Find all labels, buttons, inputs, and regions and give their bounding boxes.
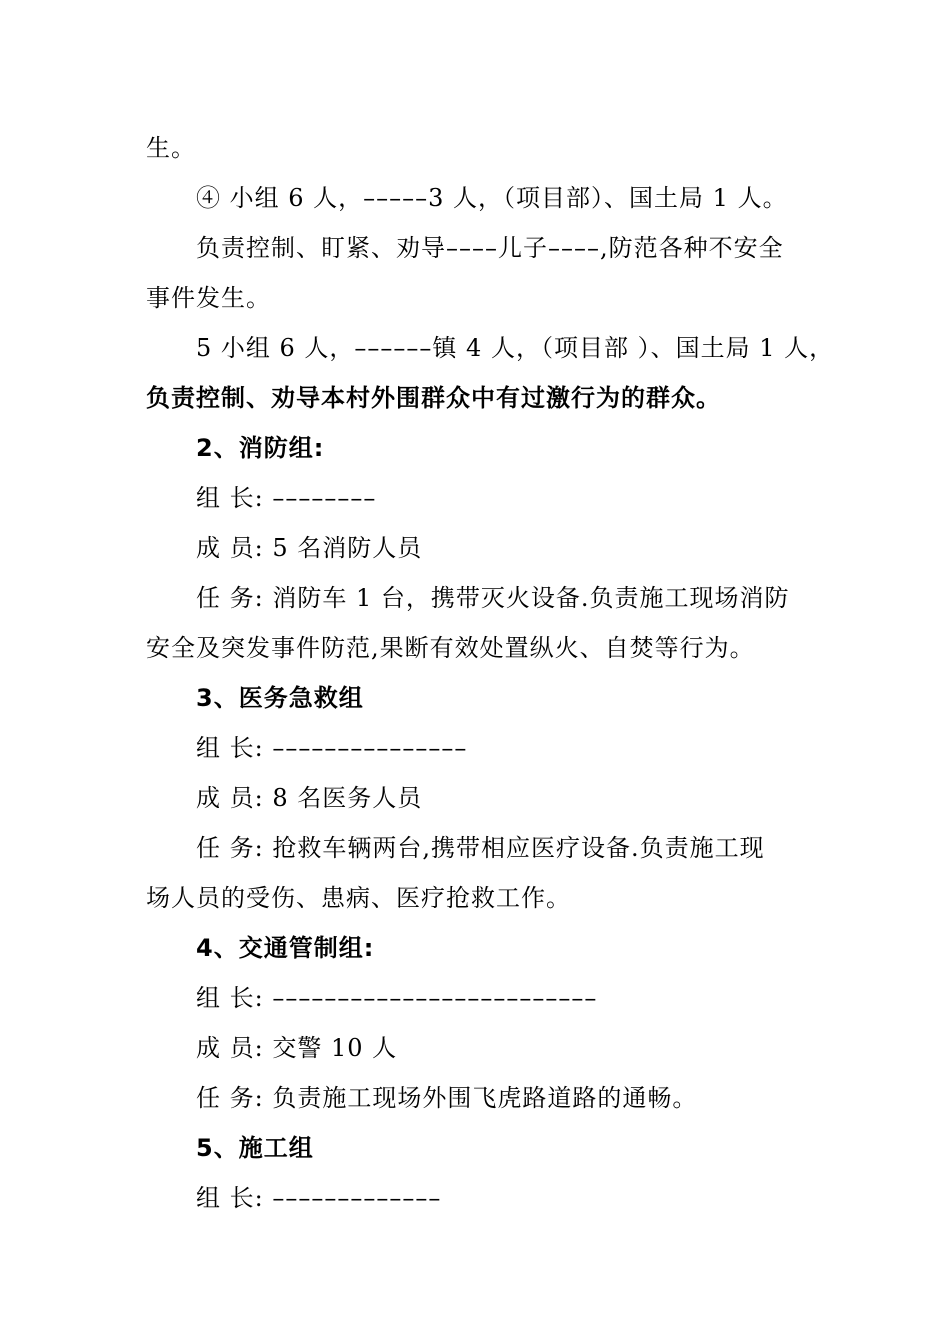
members-line: 成 员: 交警 10 人 — [196, 1034, 398, 1062]
members-line: 成 员: 8 名医务人员 — [196, 784, 423, 812]
section-heading: 3、医务急救组 — [196, 684, 364, 712]
task-line: 任 务: 抢救车辆两台,携带相应医疗设备.负责施工现 — [196, 834, 765, 862]
text-line: 安全及突发事件防范,果断有效处置纵火、自焚等行为。 — [146, 634, 755, 662]
leader-line: 组 长: ––––––––––––– — [196, 1184, 442, 1212]
section-heading: 4、交通管制组: — [196, 934, 375, 962]
text-line: 负责控制、盯紧、劝导––––儿子––––,防范各种不安全 — [196, 234, 784, 262]
task-line: 任 务: 消防车 1 台，携带灭火设备.负责施工现场消防 — [196, 584, 790, 612]
text-line: 生。 — [146, 134, 196, 162]
members-line: 成 员: 5 名消防人员 — [196, 534, 423, 562]
text-line: 场人员的受伤、患病、医疗抢救工作。 — [146, 884, 571, 912]
text-line: 5 小组 6 人，––––––镇 4 人，（项目部 ）、国土局 1 人， — [196, 334, 835, 362]
leader-line: 组 长: ––––––––––––––––––––––––– — [196, 984, 598, 1012]
leader-line: 组 长: ––––––––––––––– — [196, 734, 468, 762]
text-line: 事件发生。 — [146, 284, 271, 312]
leader-line: 组 长: –––––––– — [196, 484, 377, 512]
section-heading: 2、消防组: — [196, 434, 325, 462]
text-line: ④ 小组 6 人，–––––3 人，（项目部）、国土局 1 人。 — [196, 184, 788, 212]
bold-text-line: 负责控制、劝导本村外围群众中有过激行为的群众。 — [146, 384, 721, 412]
section-heading: 5、施工组 — [196, 1134, 314, 1162]
task-line: 任 务: 负责施工现场外围飞虎路道路的通畅。 — [196, 1084, 698, 1112]
